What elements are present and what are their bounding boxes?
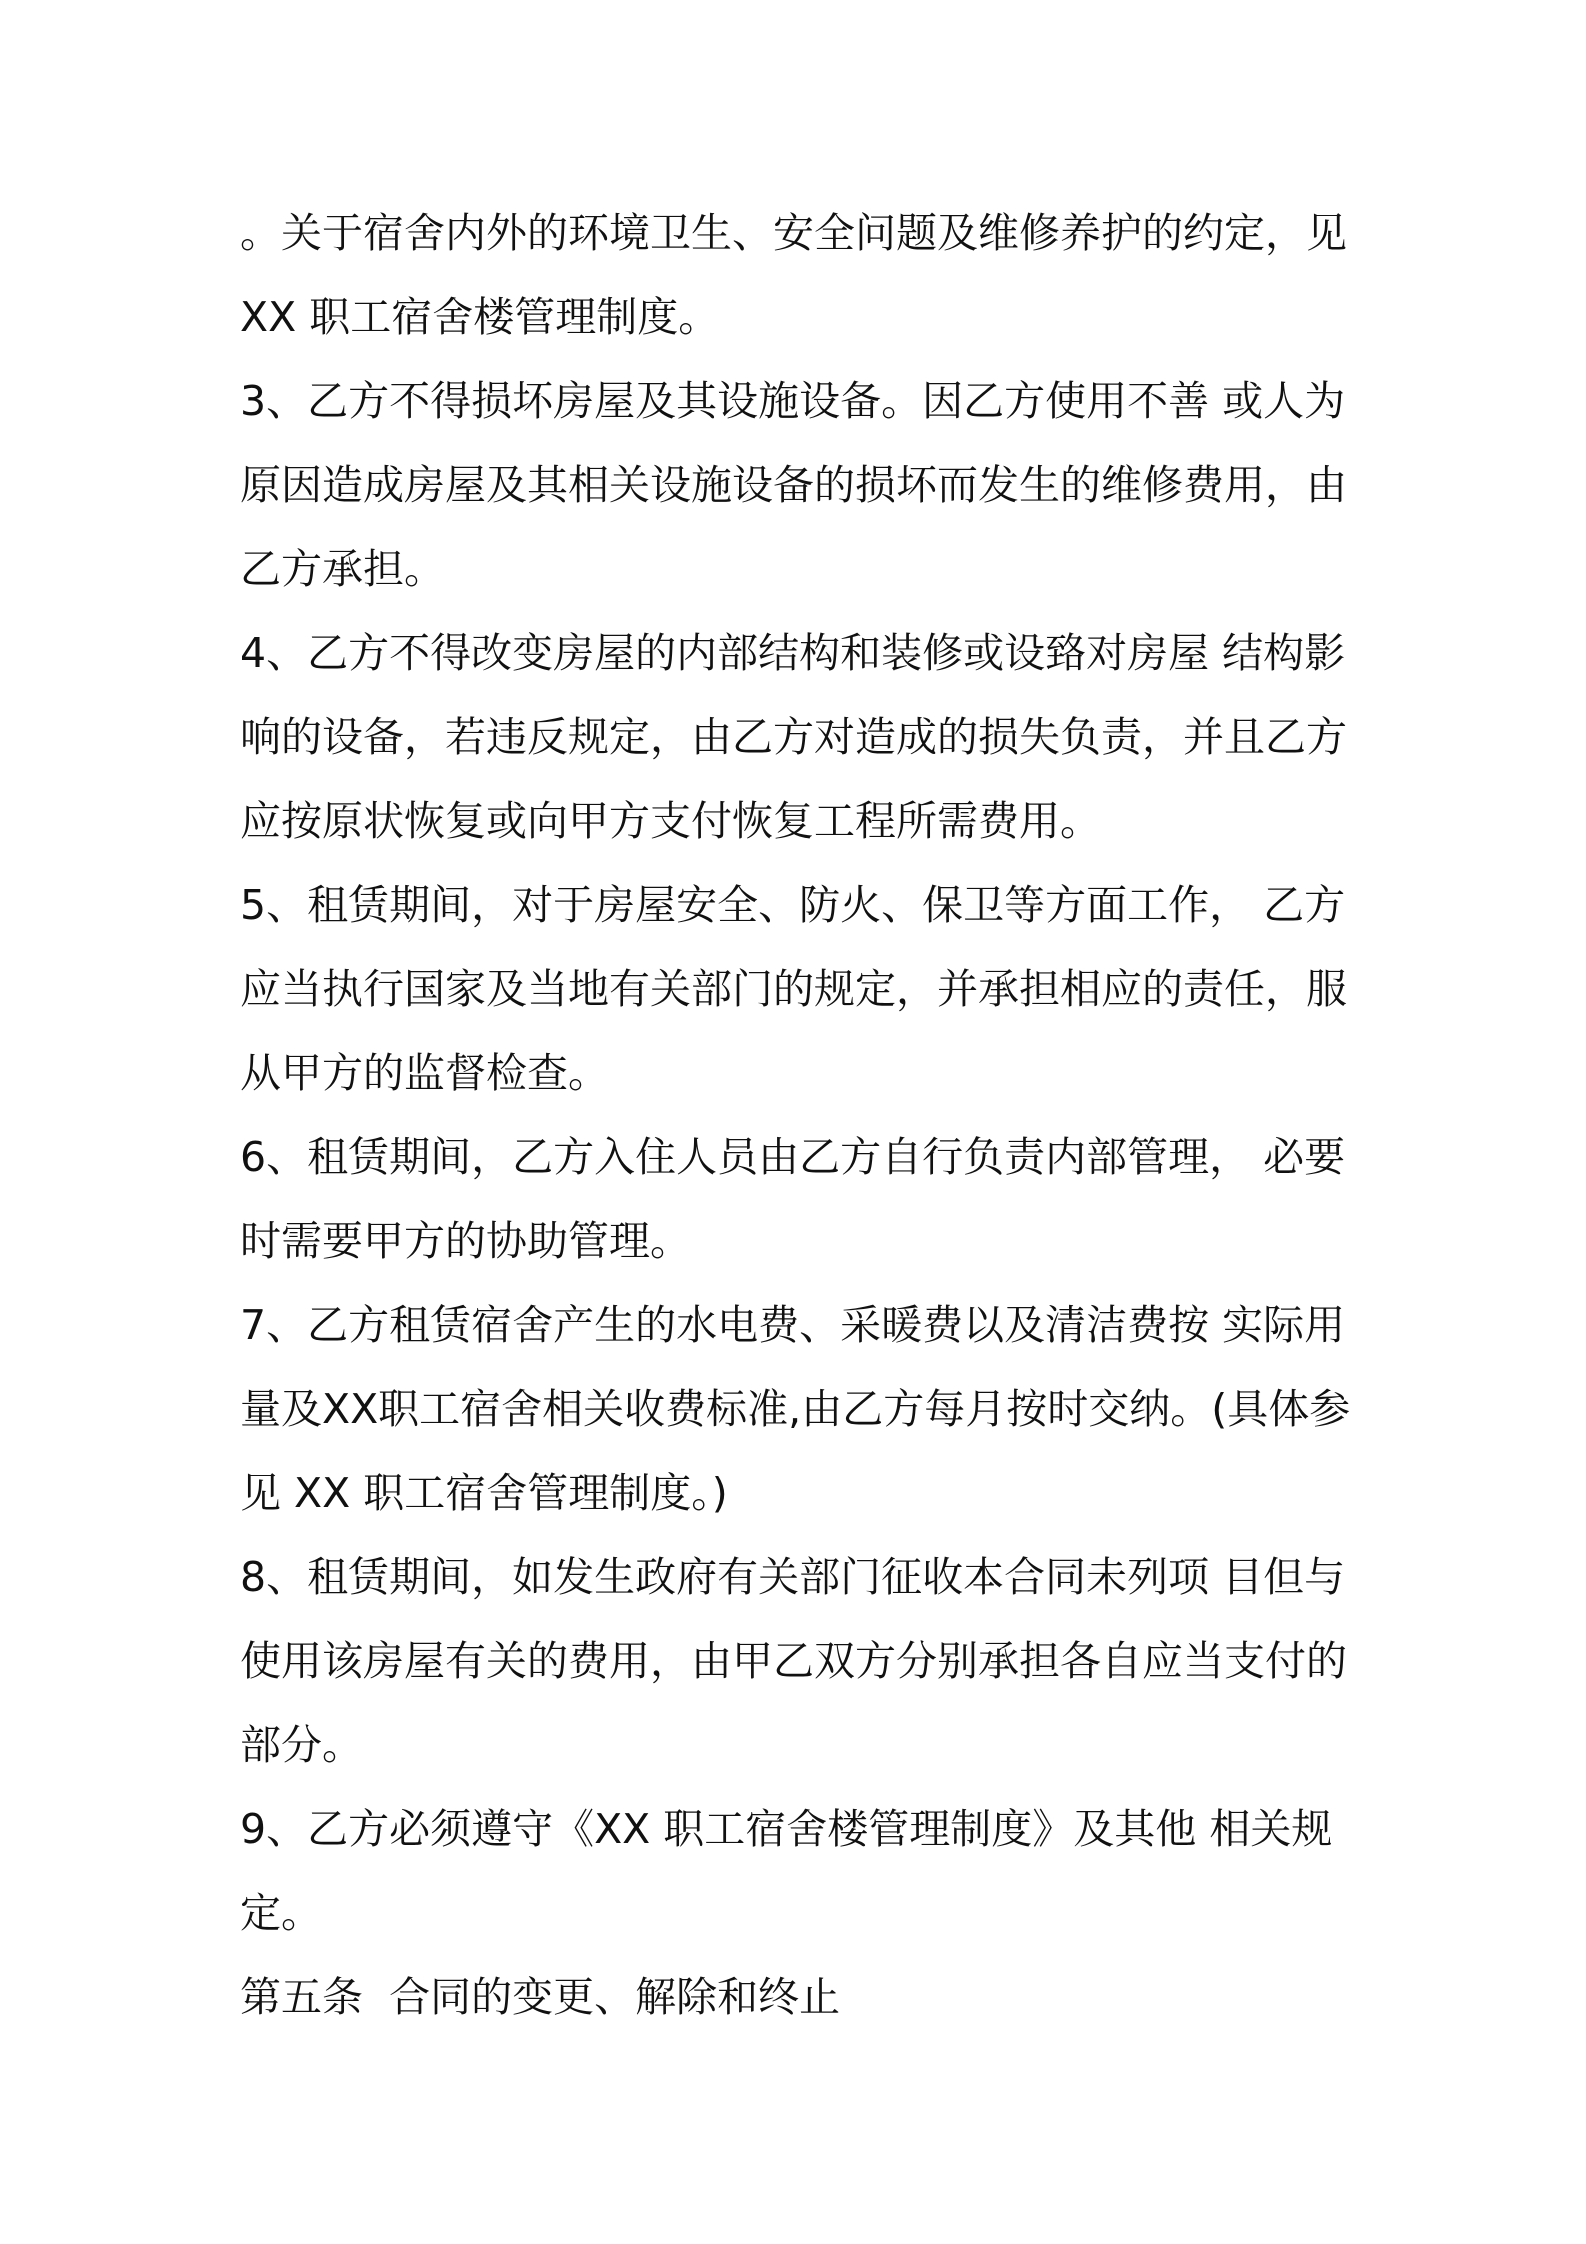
paragraph-clause-6: 6、租赁期间，乙方入住人员由乙方自行负责内部管理， 必要时需要甲方的协助管理。 — [240, 1133, 1346, 1265]
paragraph-clause-7: 7、乙方租赁宿舍产生的水电费、采暖费以及清洁费按 实际用量及XX职工宿舍相关收费标准,由乙方每月按时交纳。(具体参见 XX 职工宿舍管理制度。) — [240, 1301, 1351, 1517]
paragraph-clause-3: 3、乙方不得损坏房屋及其设施设备。因乙方使用不善 或人为原因造成房屋及其相关设施设备的损坏而发生的维修费用，由乙方承担。 — [240, 377, 1347, 593]
paragraph-hygiene-safety: 。关于宿舍内外的环境卫生、安全问题及维修养护的约定，见 XX 职工宿舍楼管理制度。 — [240, 209, 1347, 341]
paragraph-clause-5: 5、租赁期间，对于房屋安全、防火、保卫等方面工作， 乙方应当执行国家及当地有关部门的规定，并承担相应的责任，服从甲方的监督检查。 — [240, 881, 1347, 1097]
section-heading-article-5: 第五条 合同的变更、解除和终止 — [240, 1973, 841, 2021]
paragraph-clause-8: 8、租赁期间，如发生政府有关部门征收本合同未列项 目但与使用该房屋有关的费用，由甲乙双方分别承担各自应当支付的部分。 — [240, 1553, 1347, 1769]
paragraph-clause-4: 4、乙方不得改变房屋的内部结构和装修或设臵对房屋 结构影响的设备，若违反规定，由乙方对造成的损失负责，并且乙方应按原状恢复或向甲方支付恢复工程所需费用。 — [240, 629, 1347, 845]
document-body — [240, 191, 1360, 2039]
paragraph-clause-9: 9、乙方必须遵守《XX 职工宿舍楼管理制度》及其他 相关规定。 — [240, 1805, 1333, 1937]
